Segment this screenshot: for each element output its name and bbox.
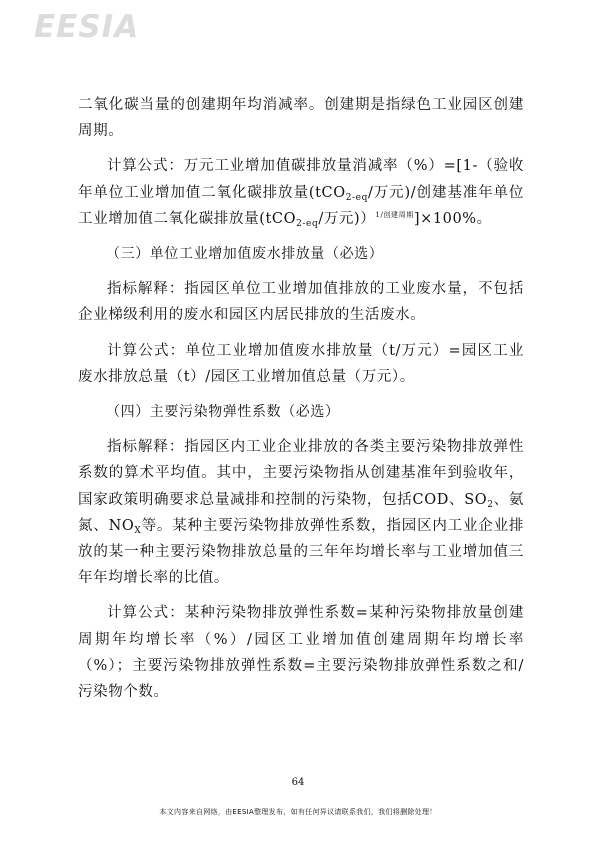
paragraph-wastewater-formula: 计算公式：单位工业增加值废水排放量（t/万元）=园区工业废水排放总量（t）/园区工业增加值总量（万元）。 [78, 342, 524, 385]
paragraph-carbon-formula: 计算公式：万元工业增加值碳排放量消减率（%）=[1-（验收年单位工业增加值二氧化碳排放量(tCO$_{2-eq}$/万元)/创建基准年单位工业增加值二氧化碳排放量(tCO$_{2-eq}$/万元)）$^{1/创建周期}$]×100%。 [78, 158, 524, 229]
footer-disclaimer: 本文内容来自网络，由EESIA整理发布，如有任何异议请联系我们，我们将删除处理！ [159, 808, 437, 816]
section-heading-pollutant-elasticity: （四）主要污染物弹性系数（必选） [106, 404, 340, 421]
eesia-logo: EESIA [34, 9, 140, 45]
paragraph-carbon-reduction-definition: 二氧化碳当量的创建期年均消减率。创建期是指绿色工业园区创建周期。 [78, 97, 524, 140]
paragraph-pollutant-formula: 计算公式：某种污染物排放弹性系数=某种污染物排放量创建周期年均增长率（%）/园区工业增加值创建周期年均增长率（%）；主要污染物排放弹性系数=主要污染物排放弹性系数之和/污染物个数。 [78, 605, 524, 701]
page-number: 64 [291, 777, 305, 788]
document-body [78, 92, 524, 714]
section-heading-wastewater: （三）单位工业增加值废水排放量（必选） [106, 246, 384, 263]
paragraph-wastewater-explanation: 指标解释：指园区单位工业增加值排放的工业废水量，不包括企业梯级利用的废水和园区内居民排放的生活废水。 [78, 281, 524, 324]
paragraph-pollutant-explanation: 指标解释：指园区内工业企业排放的各类主要污染物排放弹性系数的算术平均值。其中，主要污染物指从创建基准年到验收年，国家政策明确要求总量减排和控制的污染物，包括COD、$SO_2$、氨氮、$NO_X$等。某种主要污染物排放弹性系数，指园区内工业企业排放的某一种主要污染物排放总量的三年年均增长率与工业增加值三年年均增长率的比值。 [78, 439, 524, 587]
